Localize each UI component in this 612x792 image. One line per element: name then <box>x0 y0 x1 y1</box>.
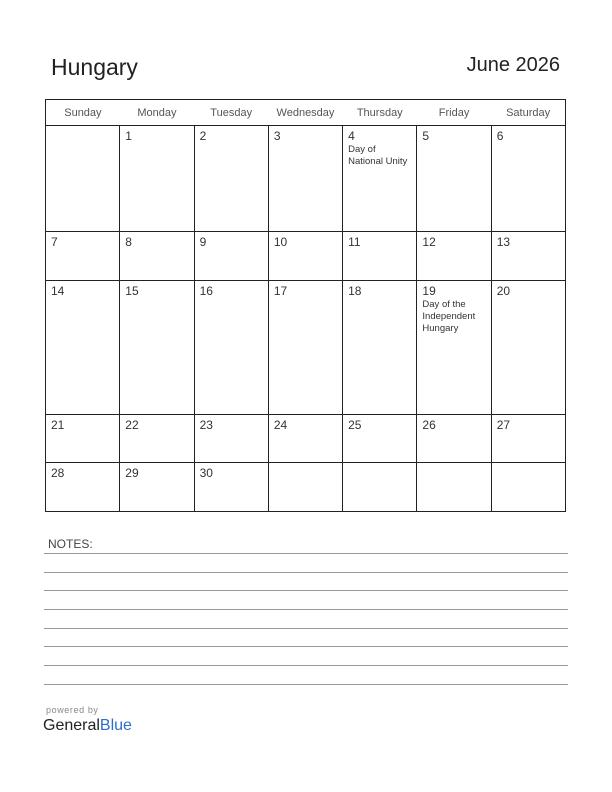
day-cell <box>120 126 194 232</box>
day-number: 28 <box>51 466 65 481</box>
day-number: 14 <box>51 283 65 298</box>
brand-part-blue: Blue <box>99 717 132 734</box>
day-number: 6 <box>496 129 504 143</box>
day-cell <box>268 232 342 281</box>
day-cell <box>417 414 491 463</box>
holiday-label: Day of National Unity <box>348 144 408 167</box>
weekday-header: Saturday <box>491 100 565 126</box>
note-line <box>44 572 568 573</box>
day-cell <box>46 414 120 463</box>
note-line <box>44 646 568 647</box>
week-row <box>46 414 566 463</box>
day-cell <box>46 463 120 512</box>
day-cell <box>491 280 565 414</box>
day-number: 11 <box>348 235 361 250</box>
day-cell <box>120 232 194 281</box>
day-number: 30 <box>199 466 213 481</box>
day-number: 15 <box>125 283 139 298</box>
day-cell <box>120 463 194 512</box>
page-title: Hungary <box>51 54 138 80</box>
day-cell <box>120 280 194 414</box>
day-cell <box>343 232 417 281</box>
day-number: 19 <box>422 283 436 298</box>
holiday-label: Day of the Independent Hungary <box>422 298 476 334</box>
day-cell <box>46 232 120 281</box>
day-cell <box>268 463 342 512</box>
day-number: 3 <box>273 129 281 143</box>
day-number: 24 <box>273 417 288 432</box>
day-cell <box>194 280 268 414</box>
weekday-header: Wednesday <box>268 100 342 126</box>
month-year-label: June 2026 <box>466 54 560 76</box>
day-number: 18 <box>348 283 362 298</box>
day-cell <box>491 126 565 232</box>
note-line <box>44 628 568 629</box>
week-row <box>46 280 566 414</box>
day-cell <box>194 463 268 512</box>
day-number: 27 <box>496 417 511 432</box>
day-cell <box>343 463 417 512</box>
weekday-header-row <box>46 100 566 126</box>
day-number: 26 <box>422 417 436 432</box>
week-row <box>46 232 566 281</box>
day-cell <box>491 232 565 281</box>
day-cell <box>194 232 268 281</box>
day-number: 23 <box>199 417 213 432</box>
day-cell <box>491 463 565 512</box>
day-number: 1 <box>125 129 132 143</box>
day-cell <box>417 463 491 512</box>
day-cell <box>417 232 491 281</box>
day-cell <box>46 280 120 414</box>
day-number: 20 <box>496 283 511 298</box>
note-line <box>44 553 568 554</box>
day-number: 21 <box>51 417 65 432</box>
day-number: 29 <box>125 466 139 481</box>
day-number: 13 <box>496 235 511 250</box>
day-number: 22 <box>125 417 139 432</box>
day-number: 9 <box>199 235 207 250</box>
day-cell <box>343 280 417 414</box>
day-cell <box>491 414 565 463</box>
day-cell <box>194 126 268 232</box>
day-cell <box>194 414 268 463</box>
weekday-header: Tuesday <box>194 100 268 126</box>
day-cell <box>343 414 417 463</box>
day-number: 17 <box>273 283 288 298</box>
day-cell <box>120 414 194 463</box>
weekday-header: Thursday <box>343 100 417 126</box>
week-row <box>46 463 566 512</box>
day-cell <box>343 126 417 232</box>
powered-by-text: powered by <box>46 705 99 715</box>
weekday-header: Monday <box>120 100 194 126</box>
day-cell <box>417 126 491 232</box>
day-number: 8 <box>125 235 132 250</box>
day-number: 2 <box>199 129 207 143</box>
notes-label: NOTES: <box>48 537 93 551</box>
day-number: 7 <box>51 235 58 250</box>
note-line <box>44 665 568 666</box>
brand-part-general: General <box>43 717 100 734</box>
weekday-header: Friday <box>417 100 491 126</box>
note-line <box>44 609 568 610</box>
day-number: 5 <box>422 129 430 143</box>
day-cell <box>268 414 342 463</box>
week-row <box>46 126 566 232</box>
day-number: 4 <box>348 129 355 143</box>
day-cell <box>268 280 342 414</box>
day-number: 12 <box>422 235 436 250</box>
day-cell <box>417 280 491 414</box>
day-cell <box>46 126 120 232</box>
day-number: 10 <box>273 235 288 250</box>
weekday-header: Sunday <box>46 100 120 126</box>
day-cell <box>268 126 342 232</box>
note-line <box>44 684 568 685</box>
day-number: 25 <box>348 417 362 432</box>
note-line <box>44 590 568 591</box>
day-number: 16 <box>199 283 213 298</box>
calendar-grid <box>45 99 566 512</box>
brand-logo <box>43 717 132 735</box>
